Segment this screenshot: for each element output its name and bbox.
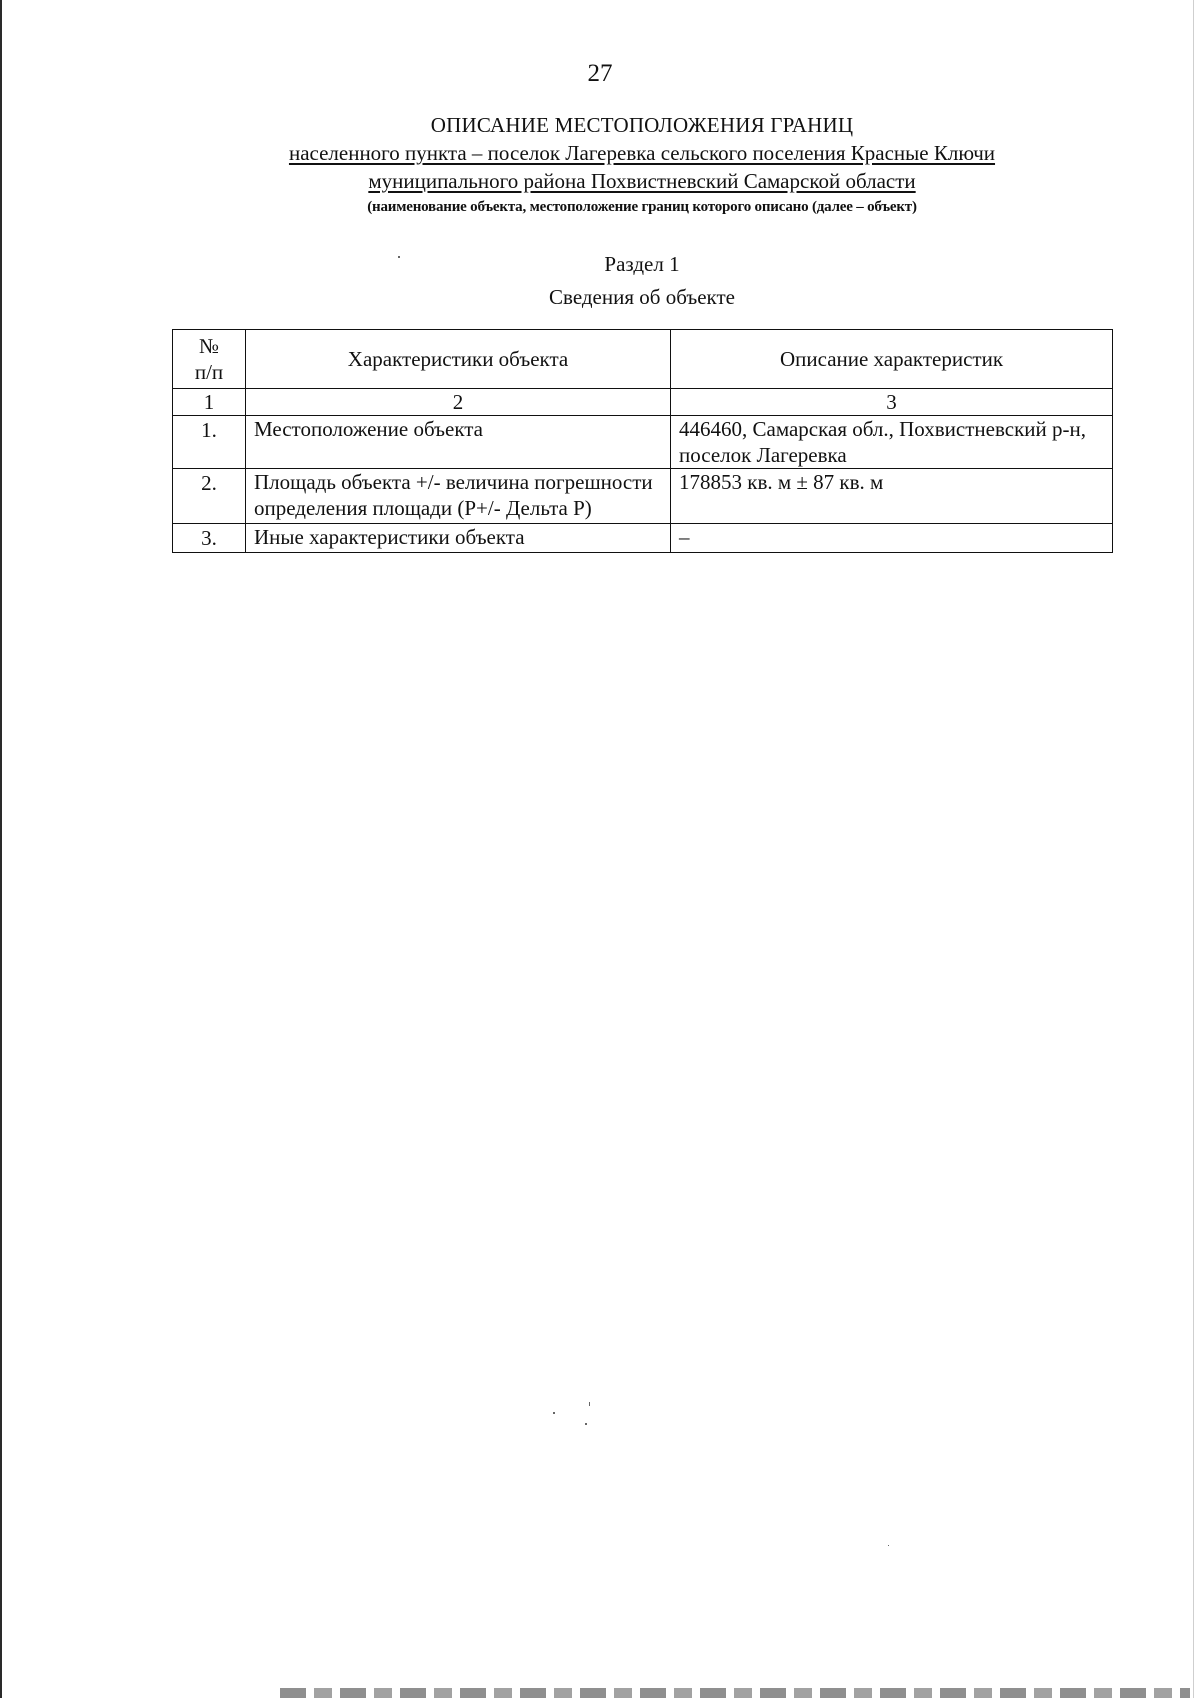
object-info-table xyxy=(172,329,1113,553)
scan-speck xyxy=(398,256,400,258)
page-number: 27 xyxy=(587,60,613,87)
table-header-row xyxy=(173,330,1113,389)
column-number-1: 1 xyxy=(173,389,246,416)
subtitle-line-1 xyxy=(0,141,1200,166)
scan-speck xyxy=(553,1412,555,1414)
scan-speck xyxy=(888,1545,889,1546)
row-3-description: – xyxy=(671,524,1113,553)
scan-speck xyxy=(585,1423,587,1425)
table-row xyxy=(173,524,1113,553)
row-2-characteristic: Площадь объекта +/- величина погрешности определения площади (P+/- Дельта P) xyxy=(246,469,671,524)
header-num xyxy=(173,330,246,389)
scan-speck xyxy=(589,1402,590,1406)
subtitle-line-2-text: муниципального района Похвистневский Самарской области xyxy=(368,169,916,193)
subtitle-line-2 xyxy=(0,169,1200,194)
table-row xyxy=(173,469,1113,524)
object-caption: (наименование объекта, местоположение границ которого описано (далее – объект) xyxy=(367,199,917,215)
row-3-num: 3. xyxy=(173,524,246,553)
section-label: Раздел 1 xyxy=(604,252,680,276)
row-2-num: 2. xyxy=(173,469,246,524)
header-characteristic: Характеристики объекта xyxy=(246,330,671,389)
column-number-row xyxy=(173,389,1113,416)
subtitle-line-1-text: населенного пункта – поселок Лагеревка сельского поселения Красные Ключи xyxy=(288,141,996,165)
scan-bottom-artifact xyxy=(280,1688,1190,1698)
header-num-text: № п/п xyxy=(194,334,224,384)
row-2-description: 178853 кв. м ± 87 кв. м xyxy=(671,469,1113,524)
document-title: ОПИСАНИЕ МЕСТОПОЛОЖЕНИЯ ГРАНИЦ xyxy=(430,113,854,137)
section-title: Сведения об объекте xyxy=(549,285,735,309)
header-description: Описание характеристик xyxy=(671,330,1113,389)
table-row xyxy=(173,416,1113,469)
column-number-3: 3 xyxy=(671,389,1113,416)
row-3-characteristic: Иные характеристики объекта xyxy=(246,524,671,553)
row-1-num: 1. xyxy=(173,416,246,469)
row-1-description: 446460, Самарская обл., Похвистневский р-н, поселок Лагеревка xyxy=(671,416,1113,469)
column-number-2: 2 xyxy=(246,389,671,416)
row-1-characteristic: Местоположение объекта xyxy=(246,416,671,469)
